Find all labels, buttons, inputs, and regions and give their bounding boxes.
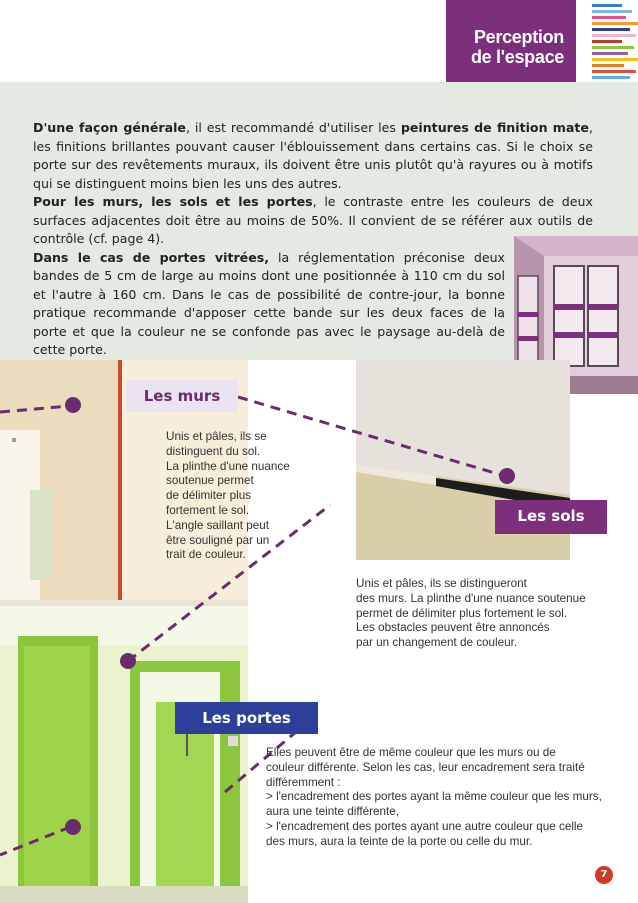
caption-portes-line: aura une teinte différente, — [266, 805, 399, 819]
caption-portes-line: des murs, aura la teinte de la porte ou celle du mur. — [266, 834, 533, 848]
section-header — [446, 0, 576, 82]
title-line-2: de l'espace — [470, 47, 564, 67]
caption-sols-line: des murs. La plinthe d'une nuance soutenue — [356, 591, 586, 605]
caption-murs-line: soutenue permet — [166, 474, 254, 488]
caption-portes-line: Elles peuvent être de même couleur que les murs ou de — [266, 746, 556, 759]
caption-portes-line: couleur différente. Selon les cas, leur encadrement sera traité — [266, 760, 585, 774]
caption-sols-line: par un changement de couleur. — [356, 636, 518, 650]
label-portes — [175, 702, 318, 734]
title-line-1: Perception — [473, 27, 564, 47]
intro-paragraph-1 — [33, 119, 593, 193]
label-murs — [126, 380, 238, 412]
caption-sols-line: permet de délimiter plus fortement le sol. — [356, 606, 568, 620]
caption-sols — [356, 577, 586, 651]
doors-photo — [0, 606, 248, 903]
color-stripes — [592, 0, 638, 82]
caption-portes-line: différemment : — [266, 775, 341, 789]
caption-murs-line: trait de couleur. — [166, 548, 246, 562]
intro-bold-1: D'une façon générale — [33, 120, 186, 135]
page-title — [471, 27, 564, 67]
caption-portes-line: > l'encadrement des portes ayant la même couleur que les murs, — [266, 790, 602, 804]
caption-murs-line: de délimiter plus — [166, 489, 252, 503]
caption-portes-line: > l'encadrement des portes ayant une autre couleur que celle — [266, 819, 584, 833]
label-sols — [495, 500, 607, 534]
intro-bold-1b: peintures de finition mate — [400, 120, 589, 135]
label-portes-text: Les portes — [202, 709, 291, 727]
caption-murs-line: Unis et pâles, ils se — [166, 430, 267, 443]
caption-sols-line: Les obstacles peuvent être annoncés — [356, 621, 550, 635]
page-number: 7 — [595, 866, 613, 884]
intro-paragraph-2 — [33, 193, 593, 249]
intro-text-2: , le contraste entre les couleurs de deux surfaces adjacentes doit être au moins de 50%. Il convient de se référer aux outils de contrôle (cf. page 4). — [33, 194, 593, 246]
caption-murs-line: La plinthe d'une nuance — [166, 459, 290, 473]
caption-portes — [266, 746, 602, 850]
intro-text-1b: , les finitions brillantes pouvant causer l'éblouissement dans certains cas. Si le choix se porte sur des revêtements muraux, ils doivent être unis plutôt qu'à rayures ou à motifs qui se distinguent moins bien les uns des autres. — [33, 120, 593, 191]
label-murs-text: Les murs — [143, 387, 221, 405]
intro-text-3: la réglementation préconise deux bandes de 5 cm de large au moins dont une positionnée à 110 cm du sol et l'autre à 160 cm. Dans le cas de possibilité de contre-jour, la bonne pratique recommande d'apposer cette bande sur les deux faces de la porte et que la couleur ne se confonde pas avec le paysage au-delà de cette porte. — [33, 249, 506, 357]
caption-murs-line: être souligné par un — [166, 533, 270, 547]
intro-text — [33, 119, 593, 360]
intro-text-1a: , il est recommandé d'utiliser les — [185, 120, 401, 135]
caption-murs-line: L'angle saillant peut — [166, 518, 269, 532]
caption-sols-line: Unis et pâles, ils se distingueront — [356, 577, 527, 590]
caption-murs — [166, 430, 290, 563]
intro-paragraph-3 — [33, 249, 505, 360]
intro-bold-3: Dans le cas de portes vitrées, — [33, 249, 270, 265]
label-sols-text: Les sols — [517, 507, 585, 525]
intro-bold-2: Pour les murs, les sols et les portes — [33, 194, 313, 209]
caption-murs-line: distinguent du sol. — [166, 444, 261, 458]
caption-murs-line: fortement le sol. — [166, 503, 250, 517]
